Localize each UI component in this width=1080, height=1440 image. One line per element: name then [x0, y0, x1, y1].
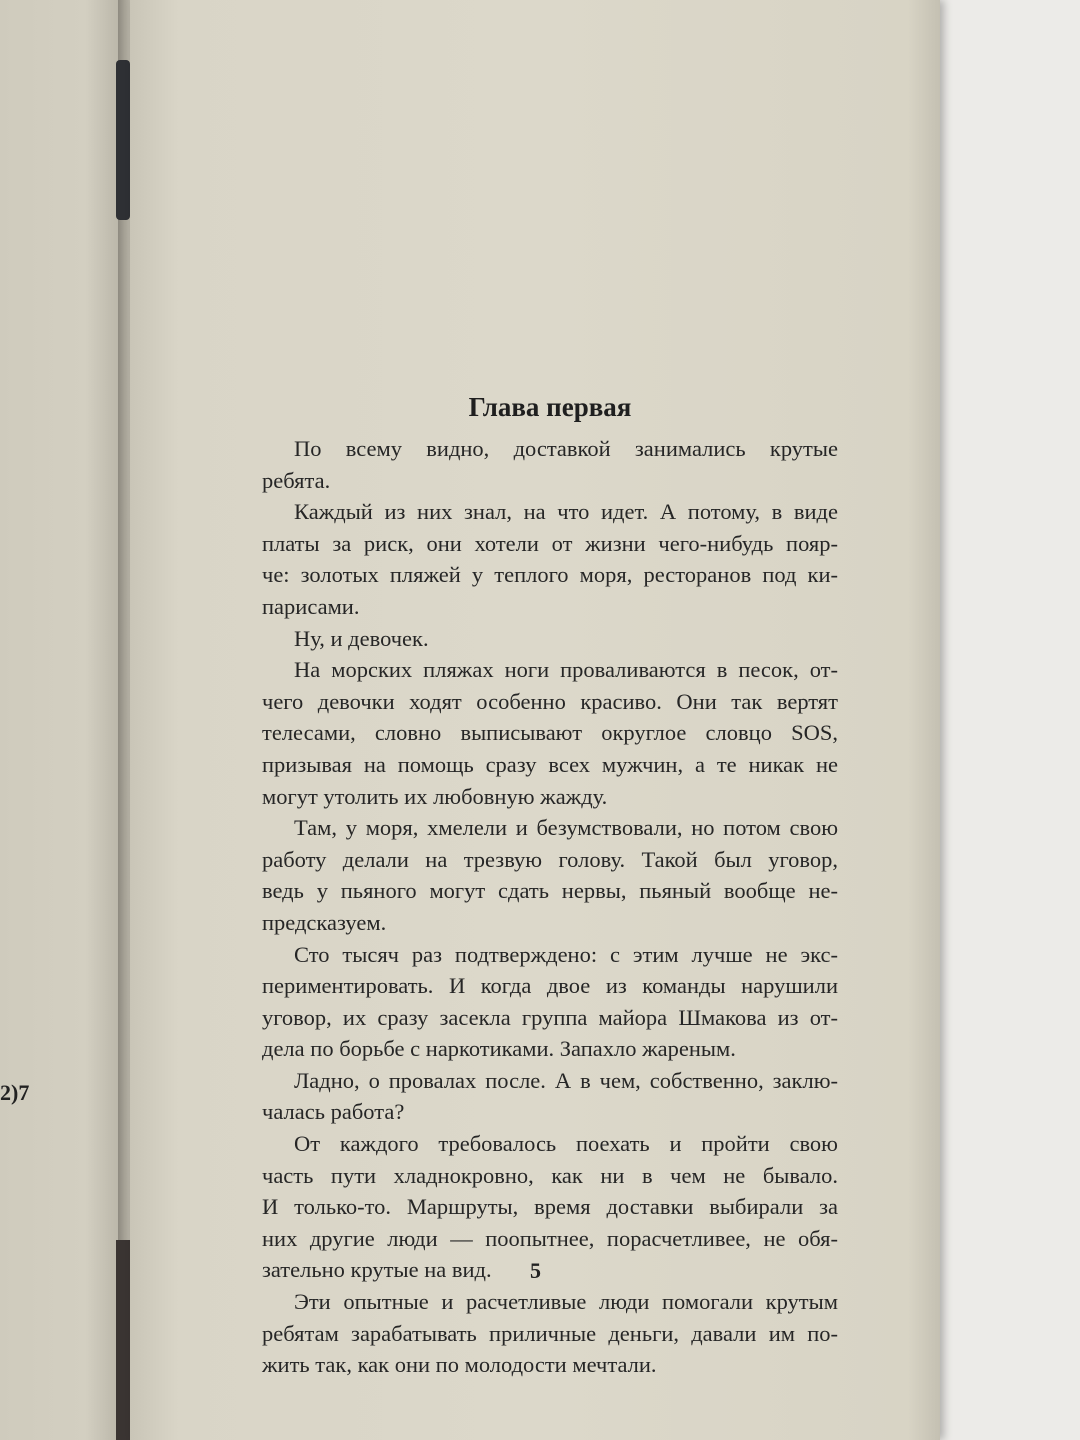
text-line: Эти опытные и расчетливые люди помогали крутым [294, 1289, 838, 1315]
text-line: чего девочки ходят особенно красиво. Они так вертят [262, 688, 838, 714]
left-page [0, 0, 122, 1440]
text-line: платы за риск, они хотели от жизни чего-нибудь пояр- [262, 530, 838, 556]
text-line: Каждый из них знал, на что идет. А потому, в виде [294, 499, 838, 525]
body-text [262, 433, 838, 1381]
text-line: ребята. [262, 467, 331, 493]
text-line: них другие люди — поопытнее, порасчетливее, не обя- [262, 1225, 838, 1251]
text-line: работу делали на трезвую голову. Такой был уговор, [262, 846, 838, 872]
page-number: 5 [530, 1258, 541, 1283]
text-line: зательно крутые на вид. [262, 1257, 492, 1283]
chapter-title: Глава первая [468, 392, 632, 422]
spine-cover-top [116, 60, 130, 220]
text-line: парисами. [262, 593, 360, 619]
text-line: ведь у пьяного могут сдать нервы, пьяный вообще не- [262, 878, 838, 904]
text-line: телесами, словно выписывают округлое словцо SOS, [262, 720, 838, 746]
text-line: Сто тысяч раз подтверждено: с этим лучше не экс- [294, 941, 838, 967]
text-line: периментировать. И когда двое из команды нарушили [262, 973, 838, 999]
spine-cover-bottom [116, 1240, 130, 1440]
text-line: могут утолить их любовную жажду. [262, 783, 608, 809]
text-line: Ладно, о провалах после. А в чем, собственно, заклю- [294, 1067, 838, 1093]
text-line: Ну, и девочек. [294, 625, 429, 651]
text-line: че: золотых пляжей у теплого моря, ресторанов под ки- [262, 562, 838, 588]
text-line: По всему видно, доставкой занимались крутые [294, 436, 838, 461]
text-line: От каждого требовалось поехать и пройти свою [294, 1131, 838, 1157]
text-line: жить так, как они по молодости мечтали. [262, 1352, 657, 1378]
text-line: предсказуем. [262, 909, 387, 935]
text-line: часть пути хладнокровно, как ни в чем не бывало. [262, 1162, 838, 1188]
text-line: На морских пляжах ноги проваливаются в песок, от- [294, 657, 838, 683]
text-line: ребятам зарабатывать приличные деньги, давали им по- [262, 1320, 838, 1346]
left-page-number: 2)7 [0, 1080, 30, 1105]
text-line: призывая на помощь сразу всех мужчин, а те никак не [262, 751, 838, 777]
text-line: И только-то. Маршруты, время доставки выбирали за [262, 1194, 838, 1220]
text-line: дела по борьбе с наркотиками. Запахло жареным. [262, 1036, 736, 1062]
text-line: чалась работа? [262, 1099, 405, 1125]
text-line: Там, у моря, хмелели и безумствовали, но потом свою [294, 815, 838, 841]
text-line: уговор, их сразу засекла группа майора Шмакова из от- [262, 1004, 838, 1030]
